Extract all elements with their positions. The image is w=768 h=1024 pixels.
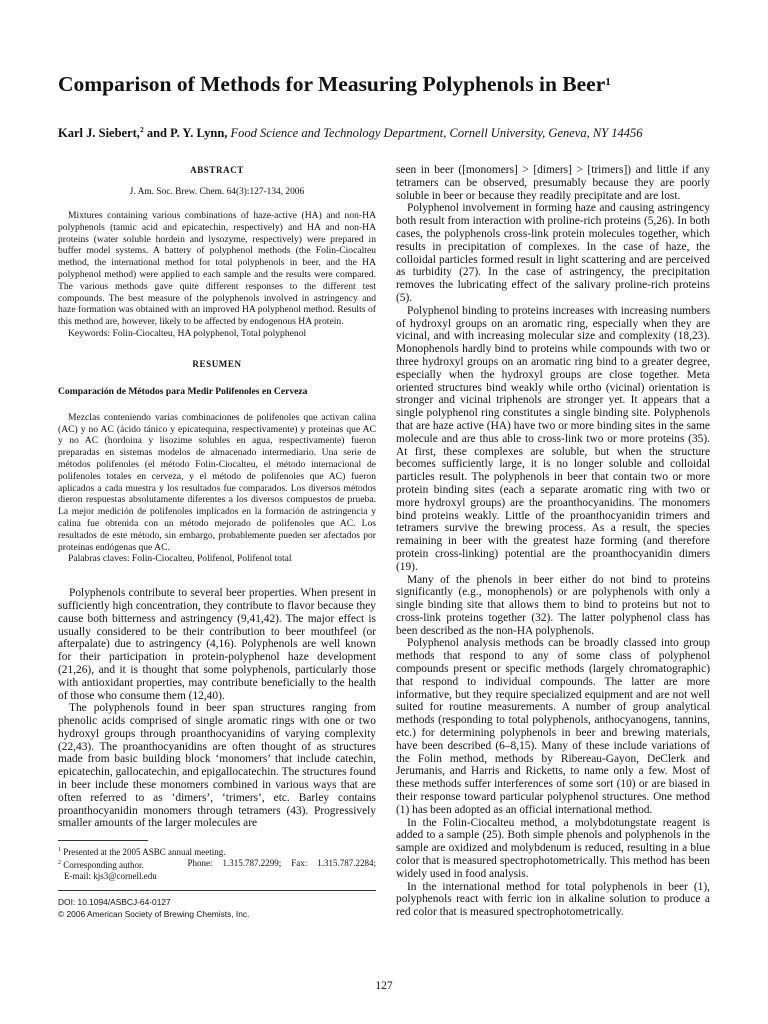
resumen-keywords: Palabras claves: Folin-Ciocalteu, Polifenol, Polifenol total <box>68 553 292 565</box>
abstract-text: Mixtures containing various combinations of haze-active (HA) and non-HA polyphenols (tannic acid and epicatechin, respectively) and HA and non-HA proteins (water soluble hordein and lysozyme, respectively) were prepared in buffer model systems. A battery of polyphenol methods (the Folin-Ciocalteu method, the international method for total polyphenols in beer, and the HA polyphenol method) were applied to each sample and the results were compared. The various methods gave quite different responses to the different test compounds. The best measure of the polyphenols involved in astringency and haze formation was obtained with an improved HA polyphenol method. Results of this method are, however, likely to be affected by endogenous HA protein. <box>58 210 376 328</box>
author-names: Karl J. Siebert,$^2$ and P. Y. Lynn, <box>58 125 228 141</box>
footnote-2: $^2$ Corresponding author. Phone: 1.315.787.2299; Fax: 1.315.787.2284; <box>58 858 376 871</box>
body-paragraph: The polyphenols found in beer span structures ranging from phenolic acids comprised of single aromatic rings with one or two hydroxyl groups through proanthocyanidins of varying complexity (22,43). The proanthocyanidins are often thought of as structures made from basic building block ‘monomers’ that include catechin, epicatechin, gallocatechin, and epigallocatechin. The structures found in beer include these monomers combined in various ways that are often referred to as ‘dimers’, ‘trimers’, etc. Barley contains proanthocyanidin monomers through tetramers (43). Progressively smaller amounts of the larger molecules are <box>58 702 376 830</box>
abstract-heading: ABSTRACT <box>190 165 244 175</box>
body-paragraph: seen in beer ([monomers] > [dimers] > [trimers]) and little if any tetramers can be observed, presumably because they are poorly soluble in beer or because they readily precipitate and are lost. <box>396 164 710 202</box>
copyright: © 2006 American Society of Brewing Chemists, Inc. <box>58 908 250 919</box>
body-paragraph: Many of the phenols in beer either do not bind to proteins significantly (e.g., monophenols) or are polyphenols with only a single binding site that allows them to bind to proteins but not to cross-link proteins together (32). The latter polyphenol class has been described as the non-HA polyphenols. <box>396 573 710 637</box>
resumen-title: Comparación de Métodos para Medir Polifenoles en Cerveza <box>58 385 308 397</box>
footnote-rule <box>58 840 148 841</box>
right-column <box>396 164 710 919</box>
page-number: 127 <box>375 980 393 992</box>
article-title: Comparison of Methods for Measuring Polyphenols in Beer$^1$ <box>58 72 611 96</box>
resumen-heading: RESUMEN <box>192 358 242 369</box>
abstract-keywords: Keywords: Folin-Ciocalteu, HA polyphenol, Total polyphenol <box>68 327 307 339</box>
author-affiliation: Food Science and Technology Department, Cornell University, Geneva, NY 14456 <box>227 126 643 141</box>
left-column <box>58 164 376 920</box>
journal-citation: J. Am. Soc. Brew. Chem. 64(3):127-134, 2006 <box>129 187 305 197</box>
body-paragraph: In the Folin-Ciocalteu method, a molybdotungstate reagent is added to a sample (25). Both simple phenols and polyphenols in the sample are oxidized and molybdenum is reduced, resulting in a blue color that is measured spectrophotometrically. This method has been widely used in food analysis. <box>396 816 710 880</box>
body-paragraph: Polyphenol analysis methods can be broadly classed into group methods that respond to any of some class of polyphenol compounds present or specific methods (largely chromatographic) that respond to individual compounds. The latter are more informative, but they require specialized equipment and are not well suited for routine measurements. A number of group analytical methods (responding to total polyphenols, anthocyanogens, tannins, etc.) for determining polyphenols in beer and brewing materials, have been described (6–8,15). Many of these include variations of the Folin method, methods by Ribereau-Gayon, DeClerk and Jerumanis, and Harris and Ricketts, to name only a few. Most of these methods suffer interferences of some sort (10) or are biased in their response toward particular polyphenol structures. One method (1) has been adopted as an official international method. <box>396 637 710 816</box>
doi: DOI: 10.1094/ASBCJ-64-0127 <box>58 897 171 908</box>
resumen-text: Mezclas conteniendo varias combinaciones de polifenoles que activan calina (AC) y no AC (ácido tánico y epicatequina, respectivamente) y proteínas que AC y no AC (hordoina y lisozime solubles en agua, respectivamente) fueron preparadas en sistemas modelos de almacenado intermediario. Una serie de métodos polifenoles (el método Folin-Ciocalteu, el método internacional de polifenoles totales en cerveza, y el método de polifenoles que AC) fueron aplicados a cada muestra y los resultados fue comparados. Los diversos métodos dieron respuestas absolutamente diferentes a los diversos compuestos de prueba. La mejor medición de polifenoles implicados en la formación de astringencia y calina fue obtenida con un método mejorado de polifenoles que AC. Los resultados de este método, sin embargo, probablemente pueden ser afectados por proteínas endógenas que AC. <box>58 411 376 553</box>
body-paragraph: Polyphenol binding to proteins increases with increasing numbers of hydroxyl groups on an aromatic ring, especially when they are vicinal, and with increasing molecular size and complexity (18,23). Monophenols hardly bind to proteins while compounds with two or three hydroxyl groups on an aromatic ring bind to a greater degree, especially when the hydroxyl groups are close together. Meta oriented structures bind weakly while ortho (vicinal) orientation is stronger and vicinal triphenols are stronger yet. It appears that a single polyphenol ring constitutes a single binding site. Polyphenols that are haze active (HA) have two or more binding sites in the same molecule and are thus able to cross-link two or more proteins (35). At first, these complexes are soluble, but when the structure becomes sufficiently large, it is no longer soluble and colloidal particles result. The polyphenols in beer that contain two or more protein binding sites (each a separate aromatic ring with two or more hydroxyl groups) are the proanthocyanidins. The monomers bind proteins weakly. Little of the proanthocyanidin trimers and tetramers survive the brewing process. As a result, the species remaining in beer with the greatest haze forming (and therefore protein cross-linking) potential are the proanthocyanidin dimers (19). <box>396 304 710 573</box>
author-byline <box>58 122 718 141</box>
footnote-email: E-mail: kjs3@cornell.edu <box>64 871 157 882</box>
footnote-1: $^1$ Presented at the 2005 ASBC annual meeting. <box>58 847 226 858</box>
doi-rule <box>58 890 376 891</box>
body-paragraph: Polyphenols contribute to several beer properties. When present in sufficiently high concentration, they contribute to flavor because they cause both bitterness and astringency (9,41,42). The major effect is usually considered to be their contribution to beer mouthfeel (or afterpalate) due to astringency (4,16). Polyphenols are well known for their participation in protein-polyphenol haze development (21,26), and it is thought that some polyphenols, particularly those with antioxidant properties, may contribute beneficially to the health of those who consume them (12,40). <box>58 587 376 702</box>
body-paragraph: In the international method for total polyphenols in beer (1), polyphenols react with ferric ion in alkaline solution to produce a red color that is measured spectrophotometrically. <box>396 880 710 919</box>
body-paragraph: Polyphenol involvement in forming haze and causing astringency both result from interaction with proline-rich proteins (5,26). In both cases, the polyphenols cross-link protein molecules together, which results in precipitation of complexes. In the case of haze, the colloidal particles formed result in light scattering and are perceived as turbidity (27). In the case of astringency, the precipitation removes the lubricating effect of the salivary proline-rich proteins (5). <box>396 202 710 304</box>
